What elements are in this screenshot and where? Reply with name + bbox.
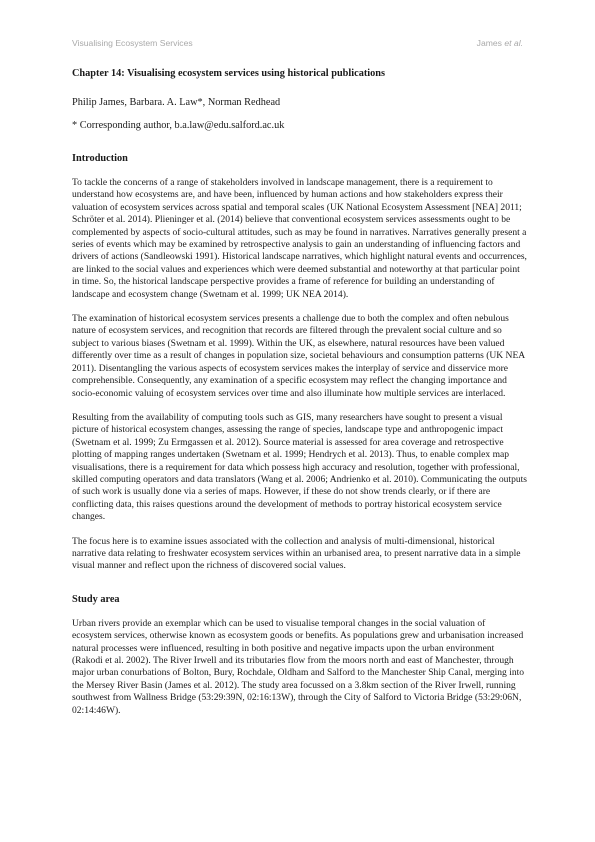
author-list: Philip James, Barbara. A. Law*, Norman Redhead — [72, 97, 281, 108]
introduction-paragraph-1: To tackle the concerns of a range of stakeholders involved in landscape management, there is a requirement to understand how ecosystems are, and have been, influenced by human actions and how stakeholders express their valuation of ecosystem services across spatial and temporal scales (UK National Ecosystem Assessment [NEA] 2011; Schröter et al. 2014). Plieninger et al. (2014) believe that conventional ecosystem services assessments ought to be complemented by aspects of socio-cultural attitudes, such as may be found in narratives. Narratives generally present a series of events which may be examined by retrospective analysis to gain an understanding of influencing factors and drivers of actions (Sandleowski 1991). Historical landscape narratives, which highlight natural events and occurrences, are linked to the social values and experiences which were deemed substantial and noteworthy at that particular point in time. So, the historical landscape perspective provides a frame of reference for building an understanding of landscape and ecosystem change (Swetnam et al. 1999; UK NEA 2014). — [72, 177, 527, 300]
chapter-title: Chapter 14: Visualising ecosystem services using historical publications — [72, 68, 386, 79]
introduction-paragraph-4: The focus here is to examine issues associated with the collection and analysis of multi-dimensional, historical narrative data relating to freshwater ecosystem services within an urbanised area, to present narrative data in a simple visual manner and reflect upon the richness of discovered social values. — [72, 535, 521, 572]
study-area-paragraph-1: Urban rivers provide an exemplar which can be used to visualise temporal changes in the social valuation of ecosystem services, otherwise known as ecosystem goods or benefits. As populations grew and urbanisation increased natural processes were influenced, resulting in both positive and negative impacts upon the urban environment (Rakodi et al. 2002). The River Irwell and its tributaries flow from the moors north and east of Manchester, through major urban conurbations of Bolton, Bury, Rochdale, Oldham and Salford to the Manchester Ship Canal, merging into the Mersey River Basin (James et al. 2012). The study area focussed on a 3.8km section of the River Irwell, running southwest from Wallness Bridge (53:29:39N, 02:16:13W), through the City of Salford to Victoria Bridge (53:29:06N, 02:14:46W). — [72, 617, 525, 716]
introduction-paragraph-2: The examination of historical ecosystem services presents a challenge due to both the complex and often nebulous nature of ecosystem services, and recognition that records are filtered through the prevalent social culture and so subject to various biases (Swetnam et al. 1999). Within the UK, as elsewhere, natural resources have been valued differently over time as a result of changes in population size, societal behaviours and consumption patterns (UK NEA 2011). Disentangling the various aspects of ecosystem services makes the interplay of service and disservice more comprehensible. Consequently, any examination of a specific ecosystem may reflect the changing importance and socio-economic valuing of ecosystem services over time and also illuminate how multiple services are interlaced. — [72, 313, 525, 399]
running-header — [72, 38, 523, 48]
corresponding-author-note: * Corresponding author, b.a.law@edu.salford.ac.uk — [72, 120, 285, 131]
running-header-authors — [477, 38, 523, 48]
page-content — [72, 68, 527, 717]
running-header-title: Visualising Ecosystem Services — [72, 38, 193, 48]
running-header-author-name: James — [476, 38, 505, 48]
introduction-paragraph-3: Resulting from the availability of computing tools such as GIS, many researchers have sought to present a visual picture of historical ecosystem changes, assessing the range of species, landscape type and anthropogenic impact (Swetnam et al. 1999; Zu Ermgassen et al. 2012). Source material is assessed for area coverage and retrospective plotting of mapping ranges undertaken (Swetnam et al. 1999; Hendrych et al. 2013). Thus, to enable complex map visualisations, there is a requirement for data which possess high accuracy and resolution, together with professional, skilled computing operators and data translators (Wang et al. 2006; Andrienko et al. 2010). Communicating the outputs of such work is usually done via a series of maps. However, if these do not show trends clearly, or if there are conflicting data, this raises questions around the development of methods to portray historical ecosystem service changes. — [72, 411, 528, 523]
running-header-et-al: et al. — [504, 38, 523, 48]
introduction-heading: Introduction — [72, 153, 128, 164]
study-area-heading: Study area — [72, 593, 120, 605]
